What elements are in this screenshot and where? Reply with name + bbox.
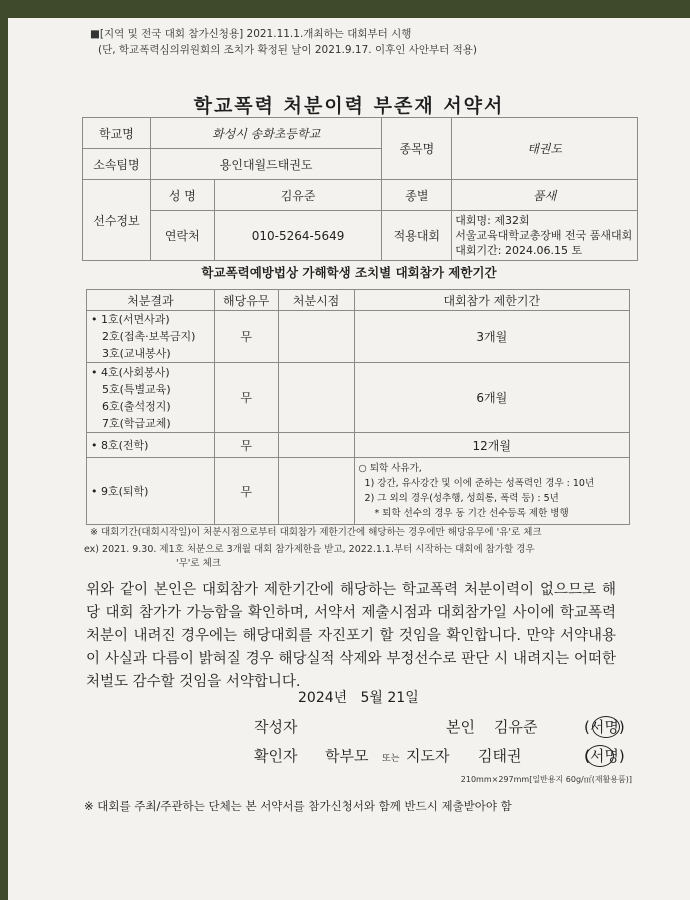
contest-full-name: 서울교육대학교총장배 전국 품새대회 [455, 229, 633, 242]
self-signature-mark [592, 716, 620, 738]
row1-period: 3개월 [354, 311, 629, 363]
contact-label: 연락처 [150, 211, 214, 261]
self-label: 본인 [446, 718, 475, 736]
self-signature: (서명) [584, 718, 625, 736]
header-line-2: (단, 학교폭력심의위원회의 조치가 확정된 날이 2021.9.17. 이후인 사안부터 적용) [98, 44, 478, 56]
row2-item: 7호(학급교체) [102, 416, 171, 430]
row4-result: • 9호(퇴학) [87, 458, 215, 525]
apply-contest-label: 적용대회 [382, 211, 452, 261]
school-label: 학교명 [83, 118, 151, 149]
coach-signature-mark [586, 745, 614, 767]
row4-period-line: * 퇴학 선수의 경우 동 기간 선수등록 제한 병행 [374, 508, 569, 519]
category-value: 품새 [452, 180, 638, 211]
name-value: 김유준 [214, 180, 382, 211]
row1-timing [278, 311, 354, 363]
row4-timing [278, 458, 354, 525]
header-period: 대회참가 제한기간 [354, 290, 629, 311]
row2-item: 5호(특별교육) [102, 382, 171, 396]
row3-result: • 8호(전학) [87, 433, 215, 458]
author-label: 작성자 [254, 718, 298, 736]
player-info-label: 선수정보 [83, 180, 151, 261]
row2-result [87, 363, 215, 433]
row3-applicable: 무 [214, 433, 278, 458]
parent-label: 학부모 [325, 747, 369, 765]
row4-period [354, 458, 629, 525]
team-value: 용인대월드태권도 [150, 149, 382, 180]
header-applicable: 해당유무 [214, 290, 278, 311]
self-name: 김유준 [494, 718, 538, 736]
document-page [8, 18, 690, 900]
row2-period: 6개월 [354, 363, 629, 433]
row4-applicable: 무 [214, 458, 278, 525]
team-label: 소속팀명 [83, 149, 151, 180]
header-result: 처분결과 [87, 290, 215, 311]
category-label: 종별 [382, 180, 452, 211]
contact-value: 010-5264-5649 [214, 211, 382, 261]
pledge-text: 위와 같이 본인은 대회참가 제한기간에 해당하는 학교폭력 처분이력이 없으므로 해당 대회 참가가 가능함을 확인하며, 서약서 제출시점과 대회참가일 사이에 학교폭력 처분이 내려진 경우에는 해당대회를 자진포기 할 것임을 확인합니다. 만약 서약내용이 사실과 다름이 밝혀질 경우 해당실적 삭제와 부정선수로 판단 시 내려지는 어떠한 처벌도 감수할 것임을 서약합니다. [86, 582, 616, 690]
note-2: ex) 2021. 9.30. 제1호 처분으로 3개월 대회 참가제한을 받고, 2022.1.1.부터 시작하는 대회에 참가할 경우 [84, 544, 535, 555]
row4-period-line: ○ 퇴학 사유가, [358, 463, 422, 474]
row2-timing [278, 363, 354, 433]
row2-item: 6호(출석정지) [102, 399, 171, 413]
row3-timing [278, 433, 354, 458]
event-label: 종목명 [382, 118, 452, 180]
row1-item: • 1호(서면사과) [91, 313, 170, 326]
note-1: ※ 대회기간(대회시작일)이 처분시점으로부터 대회참가 제한기간에 해당하는 경우에만 해당유무에 '유'로 체크 [90, 527, 542, 538]
coach-label: 지도자 [406, 747, 450, 765]
contest-period: 대회기간: 2024.06.15 토 [455, 244, 583, 257]
row3-period: 12개월 [354, 433, 629, 458]
or-label: 또는 [382, 754, 400, 764]
name-label: 성 명 [150, 180, 214, 211]
confirm-label: 확인자 [254, 747, 298, 765]
row1-applicable: 무 [214, 311, 278, 363]
document-title: 학교폭력 처분이력 부존재 서약서 [193, 95, 505, 117]
header-timing: 처분시점 [278, 290, 354, 311]
row1-result [87, 311, 215, 363]
contest-details [452, 211, 638, 261]
event-value: 태권도 [452, 118, 638, 180]
row2-item: • 4호(사회봉사) [91, 365, 170, 379]
coach-name: 김태권 [478, 747, 522, 765]
header-line-1: ■[지역 및 전국 대회 참가신청용] 2021.11.1.개최하는 대회부터 시행 [90, 28, 412, 40]
pledge-date: 2024년 5월 21일 [298, 690, 419, 706]
coach-signature: (서명) [584, 747, 625, 765]
paper-spec: 210mm×297mm[일반용지 60g/㎡(재활용품)] [460, 775, 632, 784]
row4-period-line: 1) 강간, 유사강간 및 이에 준하는 성폭력인 경우 : 10년 [364, 478, 595, 489]
school-value: 화성시 송화초등학교 [150, 118, 382, 149]
sanctions-table [86, 289, 630, 525]
note-3: '무'로 체크 [176, 558, 221, 569]
row2-applicable: 무 [214, 363, 278, 433]
row1-item: 2호(접촉·보복금지) [102, 330, 196, 343]
section-title: 학교폭력예방법상 가해학생 조치별 대회참가 제한기간 [201, 265, 497, 280]
row1-item: 3호(교내봉사) [102, 347, 171, 360]
info-table [82, 117, 638, 261]
footer-note: ※ 대회를 주최/주관하는 단체는 본 서약서를 참가신청서와 함께 반드시 제출받아야 함 [84, 799, 512, 813]
contest-name: 대회명: 제32회 [455, 214, 530, 227]
row4-period-line: 2) 그 외의 경우(성추행, 성희롱, 폭력 등) : 5년 [364, 493, 559, 504]
